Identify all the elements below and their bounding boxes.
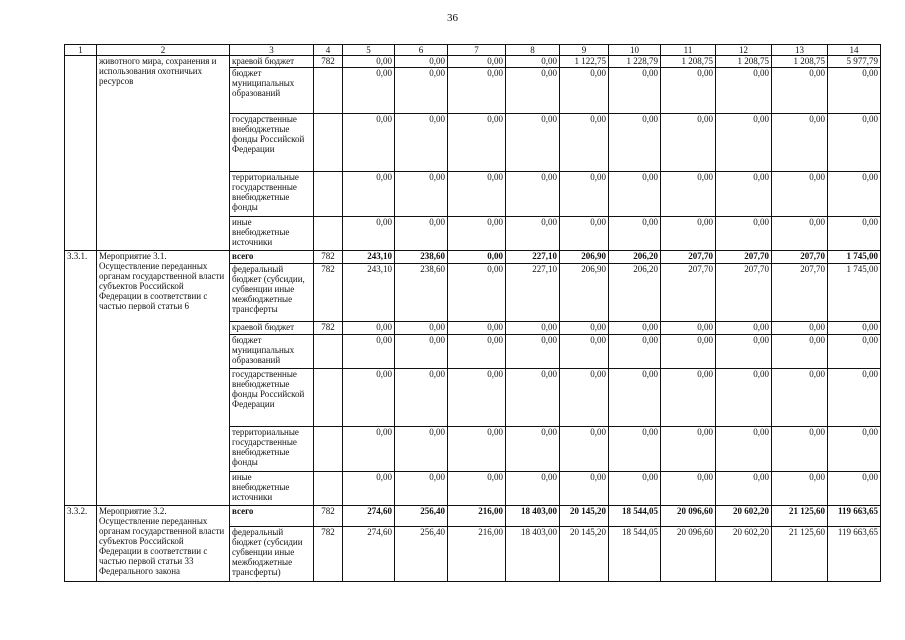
amount-cell: 238,60 <box>395 251 448 264</box>
measure-index <box>65 56 97 251</box>
amount-cell: 0,00 <box>560 114 609 172</box>
amount-cell: 0,00 <box>448 68 506 114</box>
amount-cell: 0,00 <box>448 217 506 251</box>
amount-cell: 0,00 <box>609 369 661 427</box>
amount-cell: 216,00 <box>448 527 506 582</box>
column-number-header: 4 <box>314 45 343 56</box>
amount-cell: 0,00 <box>506 472 560 506</box>
amount-cell: 0,00 <box>448 472 506 506</box>
amount-cell: 20 602,20 <box>716 527 772 582</box>
table-row <box>65 251 881 264</box>
measure-name: животного мира, сохранения и использования охотничьих ресурсов <box>97 56 230 251</box>
budget-code <box>314 472 343 506</box>
amount-cell: 0,00 <box>560 369 609 427</box>
amount-cell: 207,70 <box>661 251 716 264</box>
amount-cell: 274,60 <box>343 527 395 582</box>
amount-cell: 0,00 <box>661 427 716 472</box>
column-number-header: 2 <box>97 45 230 56</box>
amount-cell: 0,00 <box>506 172 560 217</box>
budget-code: 782 <box>314 322 343 335</box>
amount-cell: 0,00 <box>343 68 395 114</box>
budget-code: 782 <box>314 251 343 264</box>
amount-cell: 0,00 <box>343 114 395 172</box>
amount-cell: 119 663,65 <box>828 527 881 582</box>
amount-cell: 18 544,05 <box>609 506 661 527</box>
amount-cell: 1 208,75 <box>661 56 716 68</box>
amount-cell: 0,00 <box>343 172 395 217</box>
amount-cell: 0,00 <box>661 68 716 114</box>
amount-cell: 206,90 <box>560 264 609 322</box>
amount-cell: 0,00 <box>661 335 716 369</box>
column-number-header: 14 <box>828 45 881 56</box>
amount-cell: 206,20 <box>609 264 661 322</box>
budget-code <box>314 114 343 172</box>
amount-cell: 0,00 <box>661 114 716 172</box>
amount-cell: 0,00 <box>448 427 506 472</box>
amount-cell: 0,00 <box>448 172 506 217</box>
amount-cell: 238,60 <box>395 264 448 322</box>
budget-code <box>314 217 343 251</box>
amount-cell: 0,00 <box>506 335 560 369</box>
amount-cell: 1 122,75 <box>560 56 609 68</box>
amount-cell: 0,00 <box>395 56 448 68</box>
amount-cell: 0,00 <box>828 427 881 472</box>
amount-cell: 20 096,60 <box>661 527 716 582</box>
amount-cell: 0,00 <box>506 68 560 114</box>
amount-cell: 0,00 <box>772 114 828 172</box>
amount-cell: 0,00 <box>395 114 448 172</box>
amount-cell: 21 125,60 <box>772 527 828 582</box>
amount-cell: 0,00 <box>716 172 772 217</box>
amount-cell: 207,70 <box>772 251 828 264</box>
funding-source: территориальные государственные внебюджетные фонды <box>230 172 314 217</box>
amount-cell: 0,00 <box>609 172 661 217</box>
amount-cell: 0,00 <box>560 217 609 251</box>
amount-cell: 0,00 <box>661 217 716 251</box>
amount-cell: 1 745,00 <box>828 251 881 264</box>
amount-cell: 0,00 <box>716 369 772 427</box>
amount-cell: 0,00 <box>716 322 772 335</box>
amount-cell: 0,00 <box>609 114 661 172</box>
column-number-header: 11 <box>661 45 716 56</box>
amount-cell: 0,00 <box>609 217 661 251</box>
amount-cell: 0,00 <box>343 369 395 427</box>
amount-cell: 227,10 <box>506 264 560 322</box>
amount-cell: 0,00 <box>716 427 772 472</box>
amount-cell: 20 602,20 <box>716 506 772 527</box>
amount-cell: 0,00 <box>716 472 772 506</box>
amount-cell: 0,00 <box>828 369 881 427</box>
amount-cell: 0,00 <box>828 322 881 335</box>
amount-cell: 0,00 <box>506 56 560 68</box>
amount-cell: 0,00 <box>395 217 448 251</box>
amount-cell: 119 663,65 <box>828 506 881 527</box>
amount-cell: 0,00 <box>828 472 881 506</box>
budget-code <box>314 427 343 472</box>
column-number-header: 8 <box>506 45 560 56</box>
amount-cell: 0,00 <box>560 68 609 114</box>
amount-cell: 0,00 <box>716 68 772 114</box>
amount-cell: 0,00 <box>395 369 448 427</box>
amount-cell: 0,00 <box>448 56 506 68</box>
amount-cell: 0,00 <box>772 335 828 369</box>
amount-cell: 0,00 <box>828 114 881 172</box>
amount-cell: 0,00 <box>506 217 560 251</box>
budget-code <box>314 369 343 427</box>
funding-source: краевой бюджет <box>230 322 314 335</box>
amount-cell: 1 228,79 <box>609 56 661 68</box>
amount-cell: 0,00 <box>448 251 506 264</box>
column-number-row <box>65 45 881 56</box>
amount-cell: 0,00 <box>716 217 772 251</box>
amount-cell: 256,40 <box>395 527 448 582</box>
amount-cell: 0,00 <box>609 472 661 506</box>
amount-cell: 0,00 <box>343 56 395 68</box>
amount-cell: 0,00 <box>609 335 661 369</box>
amount-cell: 1 745,00 <box>828 264 881 322</box>
column-number-header: 5 <box>343 45 395 56</box>
amount-cell: 0,00 <box>343 322 395 335</box>
amount-cell: 0,00 <box>609 322 661 335</box>
column-number-header: 3 <box>230 45 314 56</box>
amount-cell: 0,00 <box>661 472 716 506</box>
amount-cell: 20 145,20 <box>560 527 609 582</box>
measure-name: Мероприятие 3.1. Осуществление переданных органам государственной власти субъектов Российской Федерации в соответствии с частью первой статьи 6 <box>97 251 230 506</box>
table-row <box>65 56 881 68</box>
table-row <box>65 506 881 527</box>
amount-cell: 0,00 <box>772 68 828 114</box>
funding-source: территориальные государственные внебюджетные фонды <box>230 427 314 472</box>
amount-cell: 0,00 <box>448 369 506 427</box>
amount-cell: 0,00 <box>506 114 560 172</box>
column-number-header: 9 <box>560 45 609 56</box>
column-number-header: 1 <box>65 45 97 56</box>
funding-source: всего <box>230 251 314 264</box>
amount-cell: 20 145,20 <box>560 506 609 527</box>
amount-cell: 0,00 <box>506 427 560 472</box>
amount-cell: 207,70 <box>716 264 772 322</box>
amount-cell: 0,00 <box>560 335 609 369</box>
budget-code <box>314 172 343 217</box>
amount-cell: 0,00 <box>395 335 448 369</box>
amount-cell: 0,00 <box>343 427 395 472</box>
amount-cell: 0,00 <box>395 322 448 335</box>
measure-index: 3.3.1. <box>65 251 97 506</box>
amount-cell: 207,70 <box>772 264 828 322</box>
amount-cell: 0,00 <box>772 322 828 335</box>
amount-cell: 0,00 <box>772 427 828 472</box>
funding-source: государственные внебюджетные фонды Российской Федерации <box>230 114 314 172</box>
amount-cell: 274,60 <box>343 506 395 527</box>
funding-source: всего <box>230 506 314 527</box>
amount-cell: 0,00 <box>661 172 716 217</box>
amount-cell: 0,00 <box>772 369 828 427</box>
amount-cell: 0,00 <box>560 322 609 335</box>
column-number-header: 12 <box>716 45 772 56</box>
budget-code: 782 <box>314 527 343 582</box>
amount-cell: 0,00 <box>560 472 609 506</box>
amount-cell: 20 096,60 <box>661 506 716 527</box>
amount-cell: 18 544,05 <box>609 527 661 582</box>
amount-cell: 206,20 <box>609 251 661 264</box>
column-number-header: 7 <box>448 45 506 56</box>
funding-source: иные внебюджетные источники <box>230 217 314 251</box>
amount-cell: 21 125,60 <box>772 506 828 527</box>
budget-code <box>314 68 343 114</box>
amount-cell: 0,00 <box>448 114 506 172</box>
measure-name: Мероприятие 3.2. Осуществление переданных органам государственной власти субъектов Российской Федерации в соответствии с частью первой статьи 33 Федерального закона <box>97 506 230 582</box>
amount-cell: 18 403,00 <box>506 506 560 527</box>
amount-cell: 0,00 <box>506 322 560 335</box>
page-number: 36 <box>447 12 458 24</box>
column-number-header: 13 <box>772 45 828 56</box>
amount-cell: 0,00 <box>448 264 506 322</box>
amount-cell: 0,00 <box>716 335 772 369</box>
amount-cell: 216,00 <box>448 506 506 527</box>
amount-cell: 0,00 <box>395 472 448 506</box>
funding-source: государственные внебюджетные фонды Российской Федерации <box>230 369 314 427</box>
amount-cell: 0,00 <box>609 68 661 114</box>
amount-cell: 0,00 <box>506 369 560 427</box>
budget-code: 782 <box>314 506 343 527</box>
budget-code: 782 <box>314 56 343 68</box>
amount-cell: 0,00 <box>395 172 448 217</box>
amount-cell: 0,00 <box>772 217 828 251</box>
funding-source: краевой бюджет <box>230 56 314 68</box>
funding-source: федеральный бюджет (субсидии, субвенции иные межбюджетные трансферты <box>230 264 314 322</box>
funding-source: иные внебюджетные источники <box>230 472 314 506</box>
amount-cell: 0,00 <box>395 68 448 114</box>
amount-cell: 1 208,75 <box>716 56 772 68</box>
amount-cell: 0,00 <box>609 427 661 472</box>
amount-cell: 0,00 <box>661 369 716 427</box>
amount-cell: 0,00 <box>828 68 881 114</box>
amount-cell: 206,90 <box>560 251 609 264</box>
amount-cell: 0,00 <box>828 335 881 369</box>
amount-cell: 243,10 <box>343 264 395 322</box>
budget-code <box>314 335 343 369</box>
budget-table <box>64 44 881 582</box>
amount-cell: 0,00 <box>343 472 395 506</box>
amount-cell: 18 403,00 <box>506 527 560 582</box>
amount-cell: 0,00 <box>828 172 881 217</box>
amount-cell: 0,00 <box>560 172 609 217</box>
funding-source: федеральный бюджет (субсидии субвенции иные межбюджетные трансферты) <box>230 527 314 582</box>
measure-index: 3.3.2. <box>65 506 97 582</box>
amount-cell: 256,40 <box>395 506 448 527</box>
amount-cell: 207,70 <box>661 264 716 322</box>
amount-cell: 1 208,75 <box>772 56 828 68</box>
column-number-header: 10 <box>609 45 661 56</box>
amount-cell: 243,10 <box>343 251 395 264</box>
amount-cell: 227,10 <box>506 251 560 264</box>
funding-source: бюджет муниципальных образований <box>230 335 314 369</box>
amount-cell: 0,00 <box>395 427 448 472</box>
amount-cell: 0,00 <box>560 427 609 472</box>
amount-cell: 0,00 <box>828 217 881 251</box>
column-number-header: 6 <box>395 45 448 56</box>
budget-code: 782 <box>314 264 343 322</box>
amount-cell: 0,00 <box>343 335 395 369</box>
amount-cell: 0,00 <box>716 114 772 172</box>
funding-source: бюджет муниципальных образований <box>230 68 314 114</box>
amount-cell: 0,00 <box>661 322 716 335</box>
amount-cell: 0,00 <box>448 335 506 369</box>
amount-cell: 0,00 <box>772 472 828 506</box>
amount-cell: 207,70 <box>716 251 772 264</box>
amount-cell: 0,00 <box>343 217 395 251</box>
amount-cell: 5 977,79 <box>828 56 881 68</box>
amount-cell: 0,00 <box>772 172 828 217</box>
amount-cell: 0,00 <box>448 322 506 335</box>
